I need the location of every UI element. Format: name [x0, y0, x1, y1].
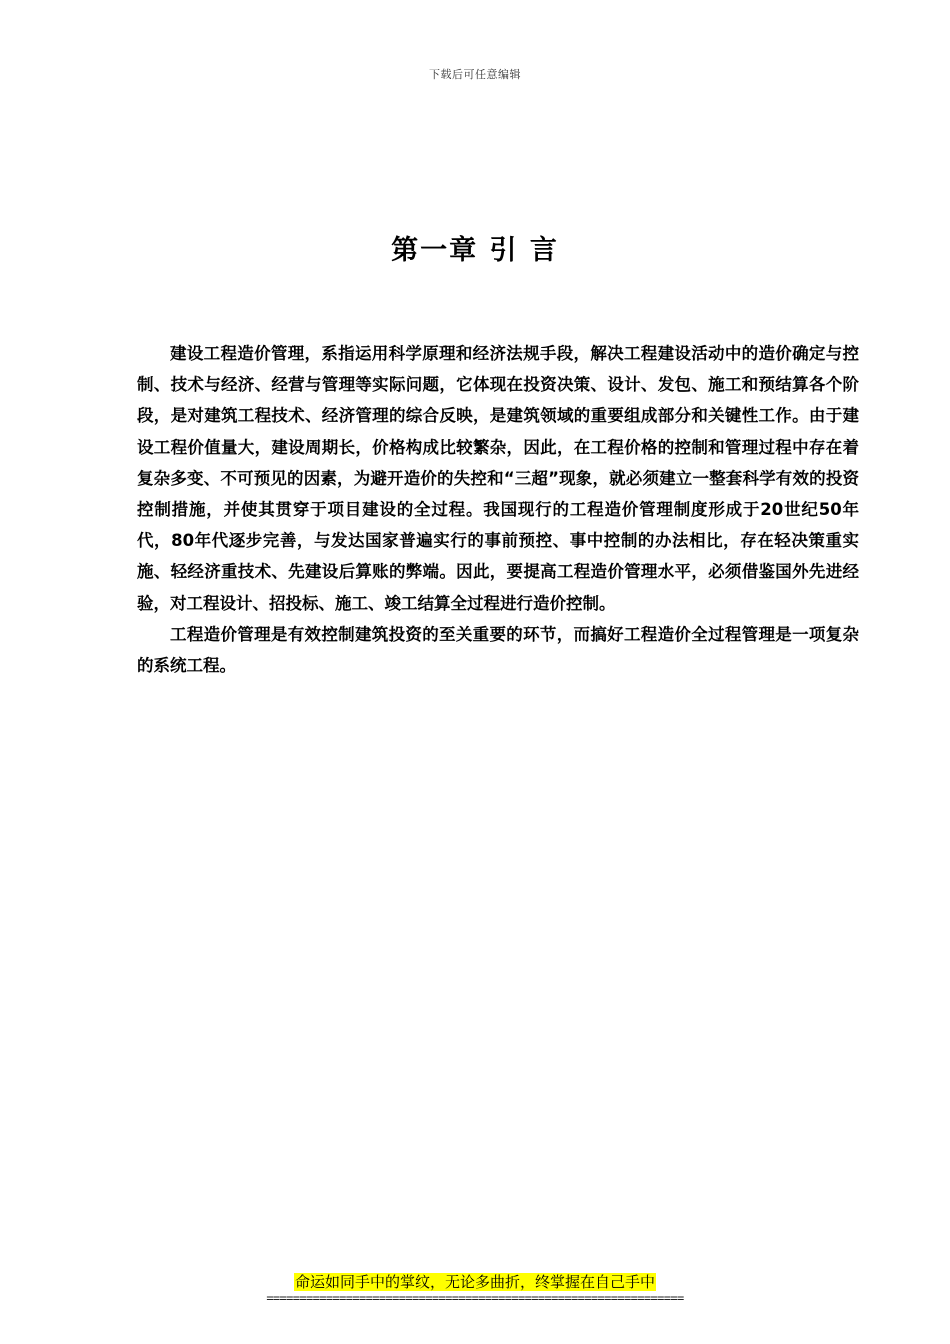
body-text	[137, 338, 859, 681]
paragraph-1: 建设工程造价管理，系指运用科学原理和经济法规手段，解决工程建设活动中的造价确定与控制、技术与经济、经营与管理等实际问题，它体现在投资决策、设计、发包、施工和预结算各个阶段，是对建筑工程技术、经济管理的综合反映，是建筑领域的重要组成部分和关键性工作。由于建设工程价值量大，建设周期长，价格构成比较繁杂，因此，在工程价格的控制和管理过程中存在着复杂多变、不可预见的因素，为避开造价的失控和“三超”现象，就必须建立一整套科学有效的投资控制措施，并使其贯穿于项目建设的全过程。我国现行的工程造价管理制度形成于20世纪50年代，80年代逐步完善，与发达国家普遍实行的事前预控、事中控制的办法相比，存在轻决策重实施、轻经济重技术、先建设后算账的弊端。因此，要提高工程造价管理水平，必须借鉴国外先进经验，对工程设计、招投标、施工、竣工结算全过程进行造价控制。	[137, 344, 859, 613]
paragraph-2: 工程造价管理是有效控制建筑投资的至关重要的环节，而搞好工程造价全过程管理是一项复杂的系统工程。	[137, 624, 859, 676]
chapter-title: 第一章 引 言	[391, 235, 559, 266]
footer-rule: ===============================================================	[266, 1291, 684, 1305]
footer-motto	[0, 1271, 950, 1292]
footer-motto-highlight: 命运如同手中的掌纹，无论多曲折，终掌握在自己手中	[294, 1273, 655, 1291]
page-header: 下载后可任意编辑	[429, 68, 521, 81]
